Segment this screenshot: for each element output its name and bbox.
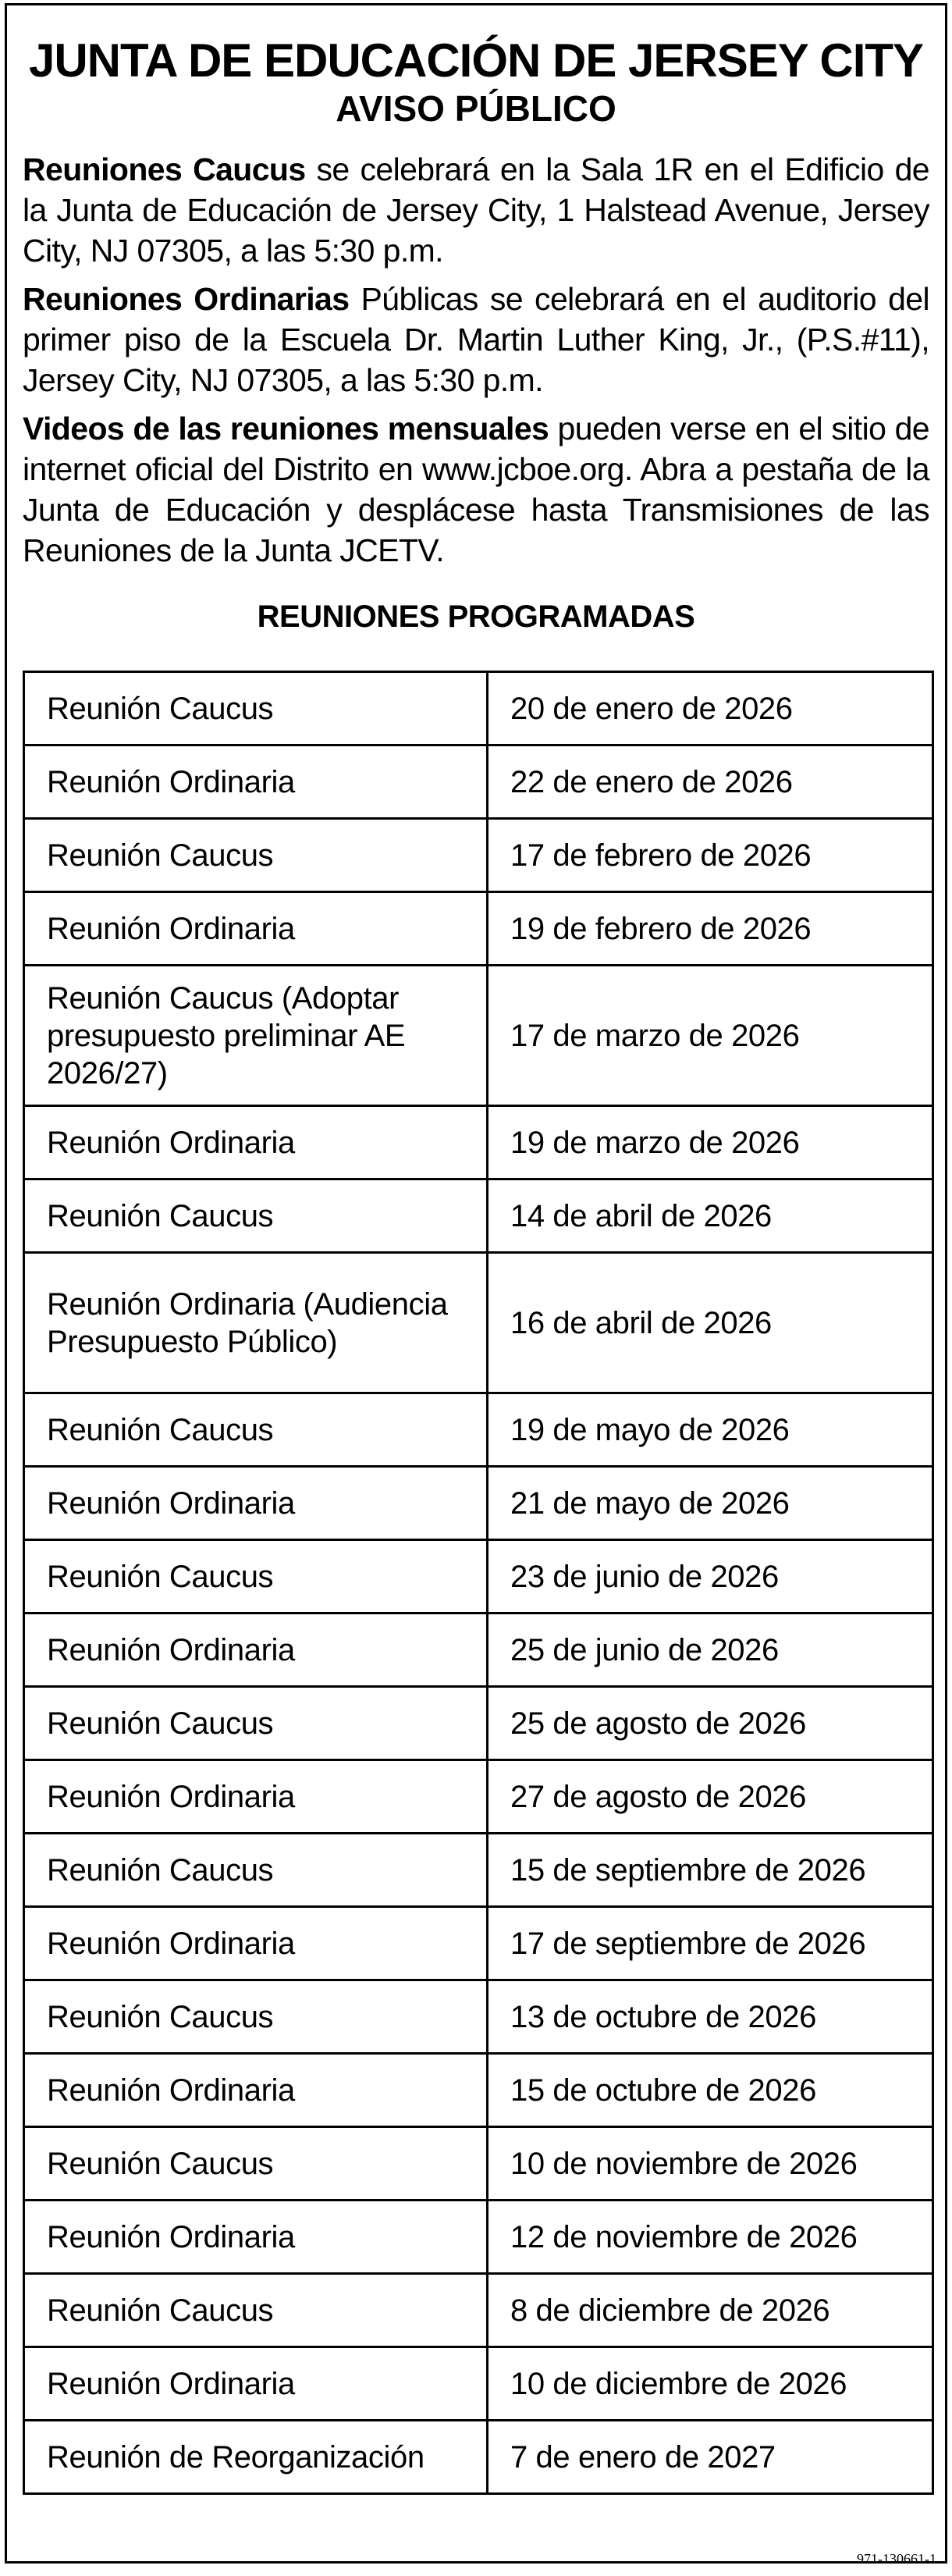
caucus-lead: Reuniones Caucus bbox=[23, 151, 306, 187]
meeting-cell: Reunión Caucus bbox=[24, 819, 488, 892]
date-cell: 16 de abril de 2026 bbox=[488, 1253, 933, 1393]
meeting-cell: Reunión Ordinaria bbox=[24, 1614, 488, 1687]
meeting-cell: Reunión Caucus bbox=[24, 1540, 488, 1614]
meeting-cell: Reunión Ordinaria bbox=[24, 1106, 488, 1179]
ordinary-paragraph bbox=[23, 279, 929, 400]
table-row bbox=[24, 1834, 933, 1907]
table-row bbox=[24, 745, 933, 819]
table-row bbox=[24, 892, 933, 966]
date-cell: 15 de octubre de 2026 bbox=[488, 2054, 933, 2127]
table-row bbox=[24, 1907, 933, 1980]
schedule-table bbox=[23, 671, 934, 2495]
videos-lead: Videos de las reuniones mensuales bbox=[23, 411, 549, 447]
date-cell: 19 de febrero de 2026 bbox=[488, 892, 933, 966]
meeting-cell: Reunión Ordinaria bbox=[24, 2201, 488, 2274]
table-row bbox=[24, 1393, 933, 1467]
date-cell: 7 de enero de 2027 bbox=[488, 2421, 933, 2494]
meeting-cell: Reunión Caucus (Adoptar presupuesto preliminar AE 2026/27) bbox=[24, 966, 488, 1106]
meeting-cell: Reunión Ordinaria bbox=[24, 1467, 488, 1540]
table-row bbox=[24, 1540, 933, 1614]
table-row bbox=[24, 2201, 933, 2274]
date-cell: 21 de mayo de 2026 bbox=[488, 1467, 933, 1540]
meeting-cell: Reunión Ordinaria bbox=[24, 2054, 488, 2127]
date-cell: 27 de agosto de 2026 bbox=[488, 1760, 933, 1834]
ordinary-text: Públicas se celebrará en el auditorio del primer piso de la Escuela Dr. Martin Luther King, Jr., (P.S.#11), Jersey City, NJ 07305, a las 5:30 p.m. bbox=[23, 281, 929, 398]
date-cell: 13 de octubre de 2026 bbox=[488, 1980, 933, 2054]
table-row bbox=[24, 1614, 933, 1687]
notice-subtitle: AVISO PÚBLICO bbox=[336, 88, 616, 129]
date-cell: 19 de marzo de 2026 bbox=[488, 1106, 933, 1179]
date-cell: 8 de diciembre de 2026 bbox=[488, 2274, 933, 2347]
notice-frame bbox=[5, 3, 947, 2564]
date-cell: 10 de diciembre de 2026 bbox=[488, 2347, 933, 2421]
ad-code: 971-130661-1 bbox=[857, 2551, 936, 2567]
table-row bbox=[24, 966, 933, 1106]
table-row bbox=[24, 819, 933, 892]
meeting-cell: Reunión Ordinaria bbox=[24, 1760, 488, 1834]
meeting-cell: Reunión Ordinaria bbox=[24, 892, 488, 966]
date-cell: 10 de noviembre de 2026 bbox=[488, 2127, 933, 2201]
meeting-cell: Reunión Ordinaria (Audiencia Presupuesto Público) bbox=[24, 1253, 488, 1393]
notice-title: JUNTA DE EDUCACIÓN DE JERSEY CITY bbox=[28, 34, 924, 87]
table-row bbox=[24, 1467, 933, 1540]
meeting-cell: Reunión Caucus bbox=[24, 1687, 488, 1760]
meeting-cell: Reunión Caucus bbox=[24, 1179, 488, 1253]
table-row bbox=[24, 1687, 933, 1760]
meeting-cell: Reunión Ordinaria bbox=[24, 745, 488, 819]
table-row bbox=[24, 1980, 933, 2054]
table-row bbox=[24, 2274, 933, 2347]
date-cell: 23 de junio de 2026 bbox=[488, 1540, 933, 1614]
meeting-cell: Reunión de Reorganización bbox=[24, 2421, 488, 2494]
date-cell: 25 de junio de 2026 bbox=[488, 1614, 933, 1687]
date-cell: 15 de septiembre de 2026 bbox=[488, 1834, 933, 1907]
table-row bbox=[24, 1253, 933, 1393]
caucus-paragraph bbox=[23, 149, 929, 271]
notice-body bbox=[7, 5, 945, 2495]
table-row bbox=[24, 1760, 933, 1834]
date-cell: 20 de enero de 2026 bbox=[488, 672, 933, 745]
date-cell: 17 de septiembre de 2026 bbox=[488, 1907, 933, 1980]
date-cell: 25 de agosto de 2026 bbox=[488, 1687, 933, 1760]
meeting-cell: Reunión Caucus bbox=[24, 1393, 488, 1467]
videos-text: pueden verse en el sitio de internet oficial del Distrito en www.jcboe.org. Abra a pestaña de la Junta de Educación y desplácese hasta Transmisiones de las Reuniones de la Junta JCETV. bbox=[23, 411, 929, 568]
caucus-text: se celebrará en la Sala 1R en el Edificio de la Junta de Educación de Jersey City, 1 Halstead Avenue, Jersey City, NJ 07305, a las 5:30 p.m. bbox=[23, 151, 930, 269]
table-row bbox=[24, 2347, 933, 2421]
date-cell: 17 de marzo de 2026 bbox=[488, 966, 933, 1106]
table-row bbox=[24, 2421, 933, 2494]
table-row bbox=[24, 1106, 933, 1179]
meeting-cell: Reunión Ordinaria bbox=[24, 1907, 488, 1980]
meeting-cell: Reunión Caucus bbox=[24, 2127, 488, 2201]
table-row bbox=[24, 672, 933, 745]
table-row bbox=[24, 2054, 933, 2127]
date-cell: 14 de abril de 2026 bbox=[488, 1179, 933, 1253]
date-cell: 22 de enero de 2026 bbox=[488, 745, 933, 819]
ordinary-lead: Reuniones Ordinarias bbox=[23, 281, 350, 317]
meeting-cell: Reunión Ordinaria bbox=[24, 2347, 488, 2421]
videos-paragraph bbox=[23, 408, 929, 571]
table-row bbox=[24, 1179, 933, 1253]
schedule-heading: REUNIONES PROGRAMADAS bbox=[257, 600, 695, 634]
meeting-cell: Reunión Caucus bbox=[24, 1834, 488, 1907]
date-cell: 17 de febrero de 2026 bbox=[488, 819, 933, 892]
date-cell: 12 de noviembre de 2026 bbox=[488, 2201, 933, 2274]
date-cell: 19 de mayo de 2026 bbox=[488, 1393, 933, 1467]
meeting-cell: Reunión Caucus bbox=[24, 672, 488, 745]
meeting-cell: Reunión Caucus bbox=[24, 2274, 488, 2347]
table-row bbox=[24, 2127, 933, 2201]
meeting-cell: Reunión Caucus bbox=[24, 1980, 488, 2054]
